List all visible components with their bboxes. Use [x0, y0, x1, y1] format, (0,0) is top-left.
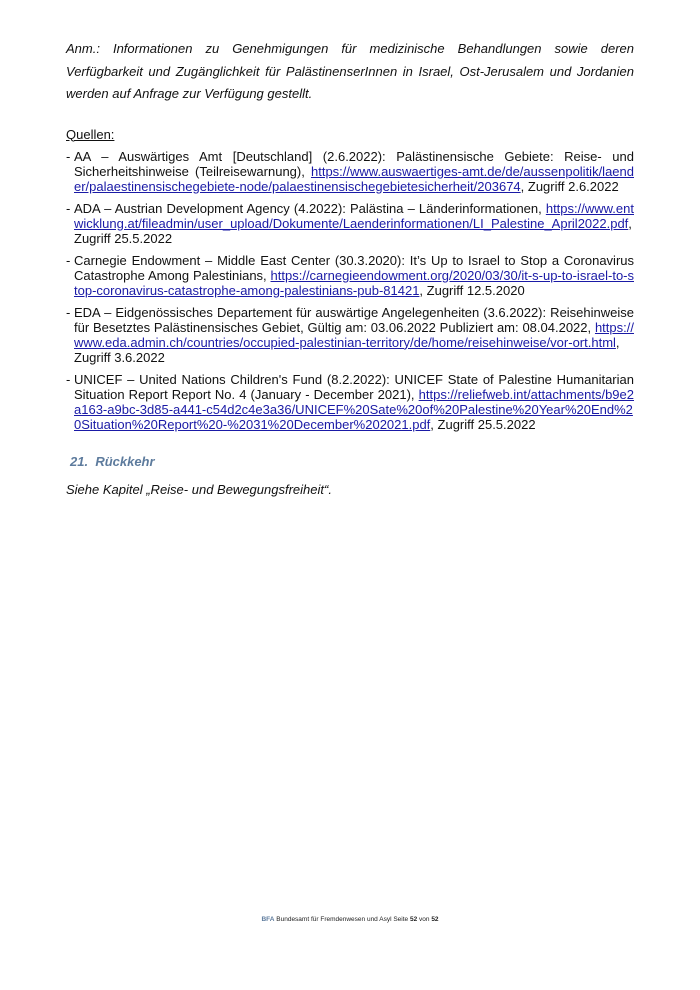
list-dash: -: [66, 304, 71, 320]
source-item-ada: [66, 201, 634, 246]
source-text: UNICEF – United Nations Children's Fund (8.2.2022): UNICEF State of Palestine Humanitarian Situation Report Report No. 4 (January - December 2021),: [74, 371, 634, 402]
source-text: Carnegie Endowment – Middle East Center (30.3.2020): It’s Up to Israel to Stop a Coronavirus Catastrophe Among Palestinians,: [74, 252, 634, 283]
source-link[interactable]: https://www.eda.admin.ch/countries/occupied-palestinian-territory/de/home/reisehinweise/vor-ort.html: [74, 319, 634, 350]
source-accessed: , Zugriff 25.5.2022: [74, 215, 632, 246]
footer-page-total: 52: [431, 916, 439, 923]
list-dash: -: [66, 252, 71, 268]
source-link[interactable]: https://carnegieendowment.org/2020/03/30/it-s-up-to-israel-to-stop-coronavirus-catastrophe-among-palestinians-pub-81421: [74, 267, 634, 298]
source-link[interactable]: https://reliefweb.int/attachments/b9e2a163-a9bc-3d85-a441-c54d2c4e3a36/UNICEF%20Sate%20of%20Palestine%20Year%20End%20Situation%20Report%20-%2031%20December%202021.pdf: [74, 386, 634, 432]
section-text: Siehe Kapitel „Reise- und Bewegungsfreiheit“.: [66, 481, 332, 497]
section-number: 21.: [70, 453, 89, 469]
list-dash: -: [66, 200, 71, 216]
source-accessed: , Zugriff 12.5.2020: [419, 282, 525, 298]
section-title: Rückkehr: [95, 453, 155, 469]
footer-page-number: 52: [409, 916, 418, 923]
list-dash: -: [66, 371, 71, 387]
document-page: [66, 38, 634, 498]
source-accessed: , Zugriff 25.5.2022: [430, 416, 536, 432]
source-text: AA – Auswärtiges Amt [Deutschland] (2.6.2022): Palästinensische Gebiete: Reise- und Sicherheitshinweise (Teilreisewarnung),: [74, 148, 634, 179]
source-text: EDA – Eidgenössisches Departement für auswärtige Angelegenheiten (3.6.2022): Reisehinweise für Besetztes Palästinensisches Gebiet, Gültig am: 03.06.2022 Publiziert am: 08.04.2022,: [74, 304, 634, 335]
sources-list: [66, 149, 634, 432]
list-dash: -: [66, 148, 71, 164]
source-item-aa: [66, 149, 634, 194]
footer-brand: BFA: [261, 916, 275, 923]
page-footer: [0, 916, 700, 923]
section-heading: [70, 454, 634, 470]
source-item-carnegie: [66, 253, 634, 298]
annotation-note: Anm.: Informationen zu Genehmigungen für medizinische Behandlungen sowie deren Verfügbarkeit und Zugänglichkeit für PalästinenserInnen in Israel, Ost-Jerusalem und Jordanien werden auf Anfrage zur Verfügung gestellt.: [66, 41, 634, 101]
source-link[interactable]: https://www.entwicklung.at/fileadmin/user_upload/Dokumente/Laenderinformationen/LI_Palestine_April2022.pdf: [74, 200, 634, 231]
footer-org: Bundesamt für Fremdenwesen und Asyl Seite: [276, 916, 409, 923]
source-item-eda: [66, 305, 634, 365]
source-link[interactable]: https://www.auswaertiges-amt.de/de/aussenpolitik/laender/palaestinensischegebiete-node/palaestinensischegebietesicherheit/203674: [74, 163, 634, 194]
source-accessed: , Zugriff 2.6.2022: [520, 178, 619, 194]
sources-heading: Quellen:: [66, 126, 115, 142]
source-text: ADA – Austrian Development Agency (4.2022): Palästina – Länderinformationen,: [74, 200, 542, 216]
footer-of: von: [419, 916, 430, 923]
source-accessed: , Zugriff 3.6.2022: [74, 334, 620, 365]
source-item-unicef: [66, 372, 634, 432]
